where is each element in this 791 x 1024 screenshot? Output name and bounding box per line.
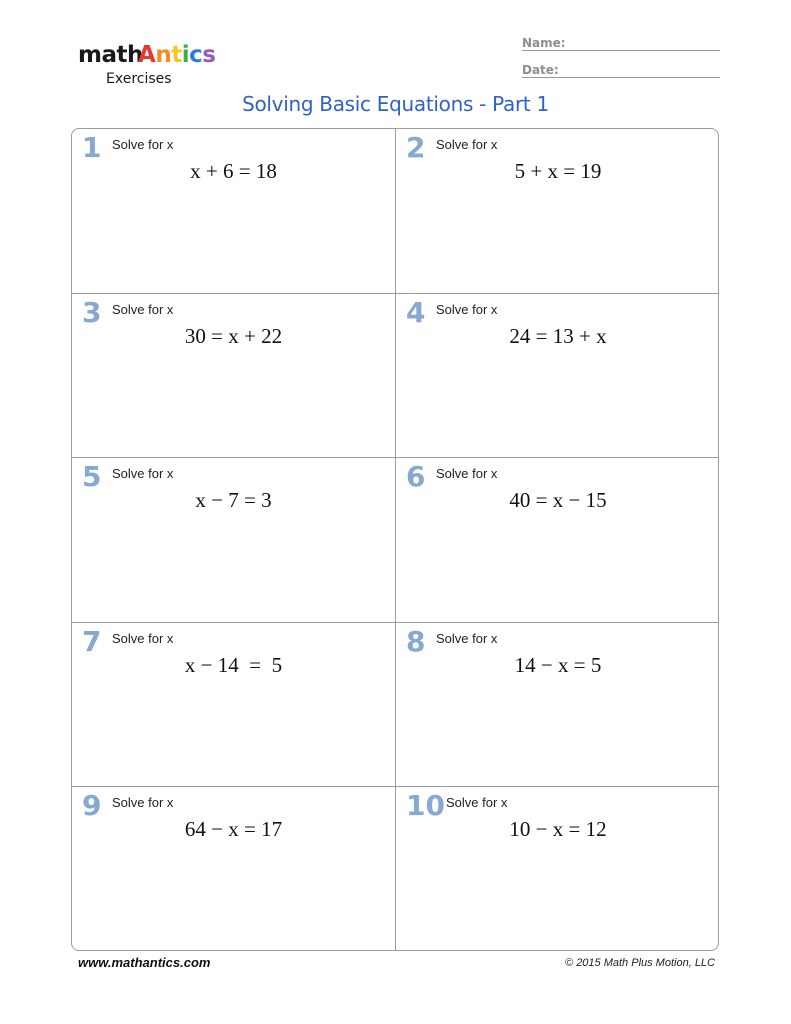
logo-word-math: math: [78, 42, 143, 68]
problem-equation: 24 = 13 + x: [509, 323, 607, 348]
problem-number: 1: [82, 131, 102, 164]
problem-number: 3: [82, 295, 102, 329]
problem-equation: x − 14 = 5: [184, 652, 283, 677]
problem-equation: 64 − x = 17: [184, 817, 283, 842]
name-label: Name:: [522, 36, 566, 50]
logo-letter: c: [189, 42, 203, 68]
problem-equation: x − 7 = 3: [195, 488, 272, 513]
problem-number: 8: [406, 624, 426, 658]
problem-cell[interactable]: [72, 458, 396, 623]
problem-cell[interactable]: [72, 129, 396, 294]
problem-instruction: Solve for x: [436, 137, 498, 152]
problem-instruction: Solve for x: [112, 795, 174, 811]
problem-number: 7: [82, 624, 102, 658]
problem-cell[interactable]: [72, 294, 396, 459]
logo-word-antics: [138, 42, 215, 68]
math-antics-logo: [78, 42, 228, 92]
problem-cell[interactable]: [396, 787, 719, 951]
problem-cell[interactable]: [396, 458, 719, 623]
problem-cell[interactable]: [72, 787, 396, 951]
date-label: Date:: [522, 63, 559, 77]
problem-instruction: Solve for x: [436, 630, 498, 646]
problem-instruction: Solve for x: [436, 301, 498, 317]
problem-equation: 10 − x = 12: [509, 817, 607, 842]
problem-cell[interactable]: [396, 623, 719, 788]
date-field[interactable]: [522, 63, 720, 78]
logo-letter: i: [181, 42, 190, 68]
problem-number: 9: [82, 789, 102, 823]
problem-cell[interactable]: [396, 294, 719, 459]
logo-subtitle: Exercises: [106, 71, 172, 87]
problem-equation: x + 6 = 18: [190, 159, 277, 183]
problem-instruction: Solve for x: [112, 137, 174, 152]
problem-equation: 5 + x = 19: [514, 159, 602, 183]
problem-number: 5: [82, 460, 102, 494]
problem-equation: 14 − x = 5: [514, 652, 602, 677]
worksheet-title: Solving Basic Equations - Part 1: [242, 92, 549, 116]
problem-cell[interactable]: [72, 623, 396, 788]
problem-number: 2: [406, 131, 426, 164]
problem-instruction: Solve for x: [112, 466, 174, 482]
logo-letter: A: [138, 42, 156, 68]
problem-number: 4: [406, 295, 426, 329]
logo-letter: t: [171, 42, 182, 68]
problem-number: 10: [406, 789, 445, 823]
problem-equation: 30 = x + 22: [184, 323, 283, 348]
footer-website: www.mathantics.com: [78, 955, 211, 970]
name-field[interactable]: [522, 36, 720, 51]
problem-grid: [71, 128, 719, 951]
logo-letter: s: [202, 42, 216, 68]
problem-instruction: Solve for x: [446, 795, 508, 811]
problem-cell[interactable]: [396, 129, 719, 294]
problem-number: 6: [406, 460, 426, 494]
footer-copyright: © 2015 Math Plus Motion, LLC: [565, 957, 715, 969]
problem-instruction: Solve for x: [112, 630, 174, 646]
problem-instruction: Solve for x: [112, 301, 174, 317]
problem-instruction: Solve for x: [436, 466, 498, 482]
problem-equation: 40 = x − 15: [509, 488, 607, 513]
logo-letter: n: [155, 42, 172, 68]
